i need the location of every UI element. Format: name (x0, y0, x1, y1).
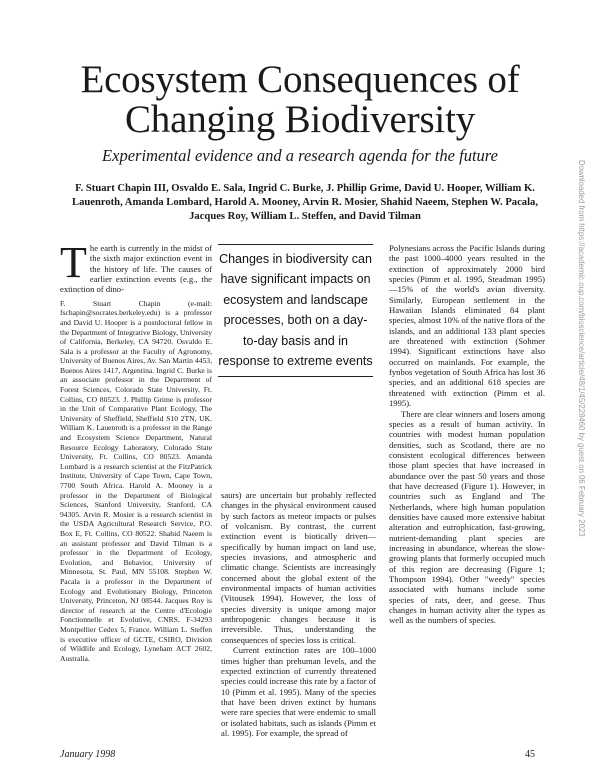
article-title-line-1: Ecosystem Consequences of (80, 58, 520, 101)
body-paragraph: Polynesians across the Pacific Islands during the past 1000–4000 years resulted in the extinction of approximately 2000 bird species (Pimm et al. 1995, Steadman 1995)—15% of the world's avian diversity. Similarly, European settlement in the Hawaiian Islands eliminated 84 plant species, almost 10% of the native flora of the islands, and an additional 133 plant species are threatened with extinction (Sohmer 1994). Significant extinctions have also occurred on mainlands. For example, the fynbos vegetation of South Africa has lost 36 species, and an additional 618 species are threatened with extinction (Pimm et al. 1995). (389, 243, 545, 409)
drop-cap: T (60, 238, 87, 287)
lede-paragraph (60, 238, 212, 295)
body-paragraph: There are clear winners and losers among species as a result of human activity. In countries with modest human population densities, such as Scotland, there are no consistent ecological differences between those plant species that have increased in abundance over the past 50 years and those that have decreased (Figure 1). However, in countries such as England and The Netherlands, where high human population densities have caused more extensive habitat alteration and eutrophication, fast-growing, nutrient-demanding plant species are increasing in abundance, whereas the slow-growing plants that formerly occupied much of this region are decreasing (Figure 1; Thompson 1994). Other "weedy" species associated with humans include some species of rats, deer, and geese. Thus changes in human activity alter the types as well as the numbers of species. (389, 408, 545, 626)
pull-quote: Changes in biodiversity can have significant impacts on ecosystem and landscape processes, both on a day-to-day basis and in response to extreme events (218, 244, 373, 377)
text-column-3 (389, 243, 545, 626)
author-list: F. Stuart Chapin III, Osvaldo E. Sala, Ingrid C. Burke, J. Phillip Grime, David U. Hooper, William K. Lauenroth, Amanda Lombard, Harold A. Mooney, Arvin R. Mosier, Shahid Naeem, Stephen W. Pacala, Jacques Roy, William L. Steffen, and David Tilman (72, 183, 538, 223)
text-column-1 (60, 238, 212, 663)
body-paragraph: saurs) are uncertain but probably reflected changes in the physical environment caused by such factors as meteor impacts or pulses of volcanism. By contrast, the current extinction event is biotically driven—specifically by human impact on land use, species invasions, and atmospheric and climatic change. Scientists are increasingly concerned about the global extent of the environmental impacts of human activities (Vitousek 1994). However, the loss of species diversity is unique among major anthropogenic changes because it is irreversible. Thus, understanding the consequences of species loss is critical. (221, 490, 376, 645)
body-paragraph: Current extinction rates are 100–1000 times higher than prehuman levels, and the expected extinction of currently threatened species could increase this rate by a factor of 10 (Pimm et al. 1995). Many of the species that have been driven extinct by humans were rare species that were endemic to small or isolated habitats, such as islands (Pimm et al. 1995). For example, the spread of (221, 645, 376, 738)
page-number: 45 (525, 749, 535, 760)
issue-date: January 1998 (60, 749, 116, 760)
lede-text: he earth is currently in the midst of the sixth major extinction event in the history of life. The causes of earlier extinction events (e.g., the extinction of dino- (60, 243, 212, 295)
text-column-2 (221, 490, 376, 738)
download-watermark: Downloaded from https://academic.oup.com/bioscience/article/48/1/45/228460 by guest on 06 February 2023 (577, 160, 586, 537)
article-subtitle: Experimental evidence and a research agenda for the future (102, 146, 498, 165)
author-affiliations: F. Stuart Chapin (e-mail: fschapin@socrates.berkeley.edu) is a professor and David U. Hooper is a postdoctoral fellow in the Department of Integrative Biology, University of California, Berkeley, CA 94720. Osvaldo E. Sala is a professor at the Faculty of Agronomy, University of Buenos Aires, Av. San Martin 4453, Buenos Aires 1417, Argentina. Ingrid C. Burke is an associate professor in the Department of Forest Sciences, Colorado State University, Ft. Collins, CO 80523. J. Phillip Grime is professor in the Unit of Comparative Plant Ecology, The University of Sheffield, Sheffield S10 2TN, UK. William K. Lauenroth is a professor in the Range and Ecosystem Science Department, Natural Resource Ecology Laboratory, Colorado State University, Ft. Collins, CO 80523. Amanda Lombard is a research scientist at the FitzPatrick Institute, University of Cape Town, Cape Town, 7700 South Africa. Harold A. Mooney is a professor in the Department of Biological Sciences, Stanford University, Stanford, CA 94305. Arvin R. Mosier is a research scientist in the USDA Agricultural Research Service, P.O. Box E, Ft. Collins, CO 80522. Shahid Naeem is an assistant professor and David Tilman is a professor in the Department of Ecology, Evolution, and Behavior, University of Minnesota, St. Paul, MN 55108. Stephen W. Pacala is a professor in the Department of Ecology and Evolutionary Biology, Princeton University, Princeton, NJ 08544. Jacques Roy is director of research at the Centre d'Ecologie Fonctionnelle et Evolutive, CNRS, F-34293 Montpellier Cedex 5, France. William L. Steffen is executive officer of GCTE, CSIRO, Division of Wildlife and Ecology, Lyneham ACT 2602, Australia. (60, 298, 212, 663)
article-title-line-2: Changing Biodiversity (124, 98, 476, 141)
